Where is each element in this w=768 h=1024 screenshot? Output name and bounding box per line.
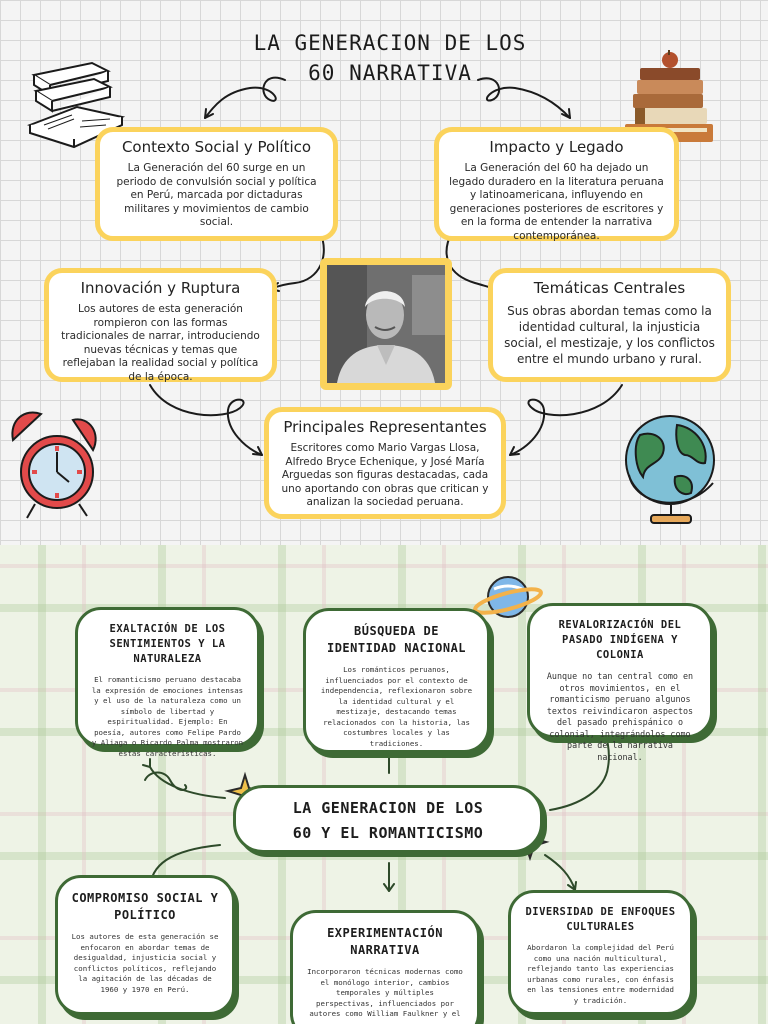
- box-text: Sus obras abordan temas como la identidad cultural, la injusticia social, el mestizaje, y los conflictos entre el mundo urbano y rural.: [504, 304, 715, 366]
- box-title: COMPROMISO SOCIAL Y POLÍTICO: [71, 891, 219, 922]
- title-line-2: 60 Y EL ROMANTICISMO: [292, 824, 484, 842]
- title-line-1: LA GENERACION DE LOS: [292, 799, 484, 817]
- box-title: DIVERSIDAD DE ENFOQUES CULTURALES: [525, 906, 676, 933]
- author-photo: [327, 265, 445, 383]
- box-title: EXALTACIÓN DE LOS SENTIMIENTOS Y LA NATURALEZA: [109, 623, 226, 665]
- box-experimentacion-narrativa: [290, 910, 480, 1024]
- box-text: Los románticos peruanos, influenciados por el contexto de independencia, reflexionaron sobre la identidad cultural y el mestizaje, destacando temas relacionados con la historia, las costumbres locales y las tradiciones.: [320, 665, 473, 748]
- box-impacto-legado: [434, 127, 679, 241]
- box-revalorizacion-pasado: [527, 603, 713, 762]
- globe-icon: [615, 405, 725, 530]
- box-title: Temáticas Centrales: [533, 279, 686, 297]
- center-title: [233, 785, 543, 853]
- box-title: EXPERIMENTACIÓN NARRATIVA: [327, 926, 443, 957]
- author-photo-frame: [320, 258, 452, 390]
- box-text: Los autores de esta generación rompieron con las formas tradicionales de narrar, introduciendo nuevas técnicas y temas que reflejaban la realidad social y política de la época.: [61, 303, 260, 383]
- box-tematicas-centrales: [488, 268, 731, 382]
- bottom-panel: [0, 545, 768, 1024]
- box-title: Contexto Social y Político: [121, 138, 312, 156]
- box-text: Abordaron la complejidad del Perú como una nación multicultural, reflejando tanto las experiencias urbanas como rurales, con énfasis en las tensiones entre modernidad y tradición.: [527, 943, 674, 1005]
- box-text: El romanticismo peruano destacaba la expresión de emociones intensas y el uso de la naturaleza como un símbolo de libertad y espiritualidad. Ejemplo: En poesía, autores como Felipe Pardo y Aliaga o Ricardo Palma mostraron estas características.: [91, 675, 244, 758]
- box-title: Impacto y Legado: [489, 138, 624, 156]
- box-busqueda-identidad: [303, 608, 490, 753]
- box-exaltacion-sentimientos: [75, 607, 260, 758]
- title-line-2: 60 NARRATIVA: [308, 61, 472, 85]
- box-title: Innovación y Ruptura: [80, 279, 241, 297]
- box-title: REVALORIZACIÓN DEL PASADO INDÍGENA Y COLONIA: [558, 619, 682, 661]
- alarm-clock-icon: [5, 400, 105, 525]
- box-text: La Generación del 60 ha dejado un legado duradero en la literatura peruana y latinoamericana, influyendo en generaciones posteriores de escritores y en la forma de entender la narrativa contemporánea.: [449, 162, 664, 242]
- author-silhouette: [327, 265, 445, 383]
- box-text: Escritores como Mario Vargas Llosa, Alfredo Bryce Echenique, y José María Arguedas son figuras destacadas, cada uno aportando con obras que critican y analizan la sociedad peruana.: [281, 442, 489, 508]
- box-title: Principales Representantes: [283, 418, 487, 436]
- box-diversidad-enfoques: [508, 890, 693, 1015]
- box-compromiso-social: [55, 875, 235, 1015]
- box-principales-representantes: [264, 407, 506, 519]
- box-text: La Generación del 60 surge en un periodo de convulsión social y política en Perú, marcada por dictaduras militares y movimientos de cambio social.: [116, 162, 317, 228]
- box-text: Los autores de esta generación se enfocaron en abordar temas de desigualdad, injusticia social y conflictos políticos, reflejando la agitación de las décadas de 1960 y 1970 en Perú.: [71, 932, 219, 994]
- box-text: Aunque no tan central como en otros movimientos, en el romanticismo peruano algunos textos reivindicaron aspectos del pasado prehispánico o colonial, integrándolos como parte de la narrativa nacional.: [546, 671, 694, 762]
- box-contexto-social: [95, 127, 338, 241]
- title-line-1: LA GENERACION DE LOS: [253, 31, 527, 55]
- box-text: Incorporaron técnicas modernas como el monólogo interior, cambios temporales y múltiples perspectivas, influenciados por autores como William Faulkner y el: [307, 967, 463, 1018]
- box-innovacion-ruptura: [44, 268, 277, 382]
- box-title: BÚSQUEDA DE IDENTIDAD NACIONAL: [326, 624, 467, 655]
